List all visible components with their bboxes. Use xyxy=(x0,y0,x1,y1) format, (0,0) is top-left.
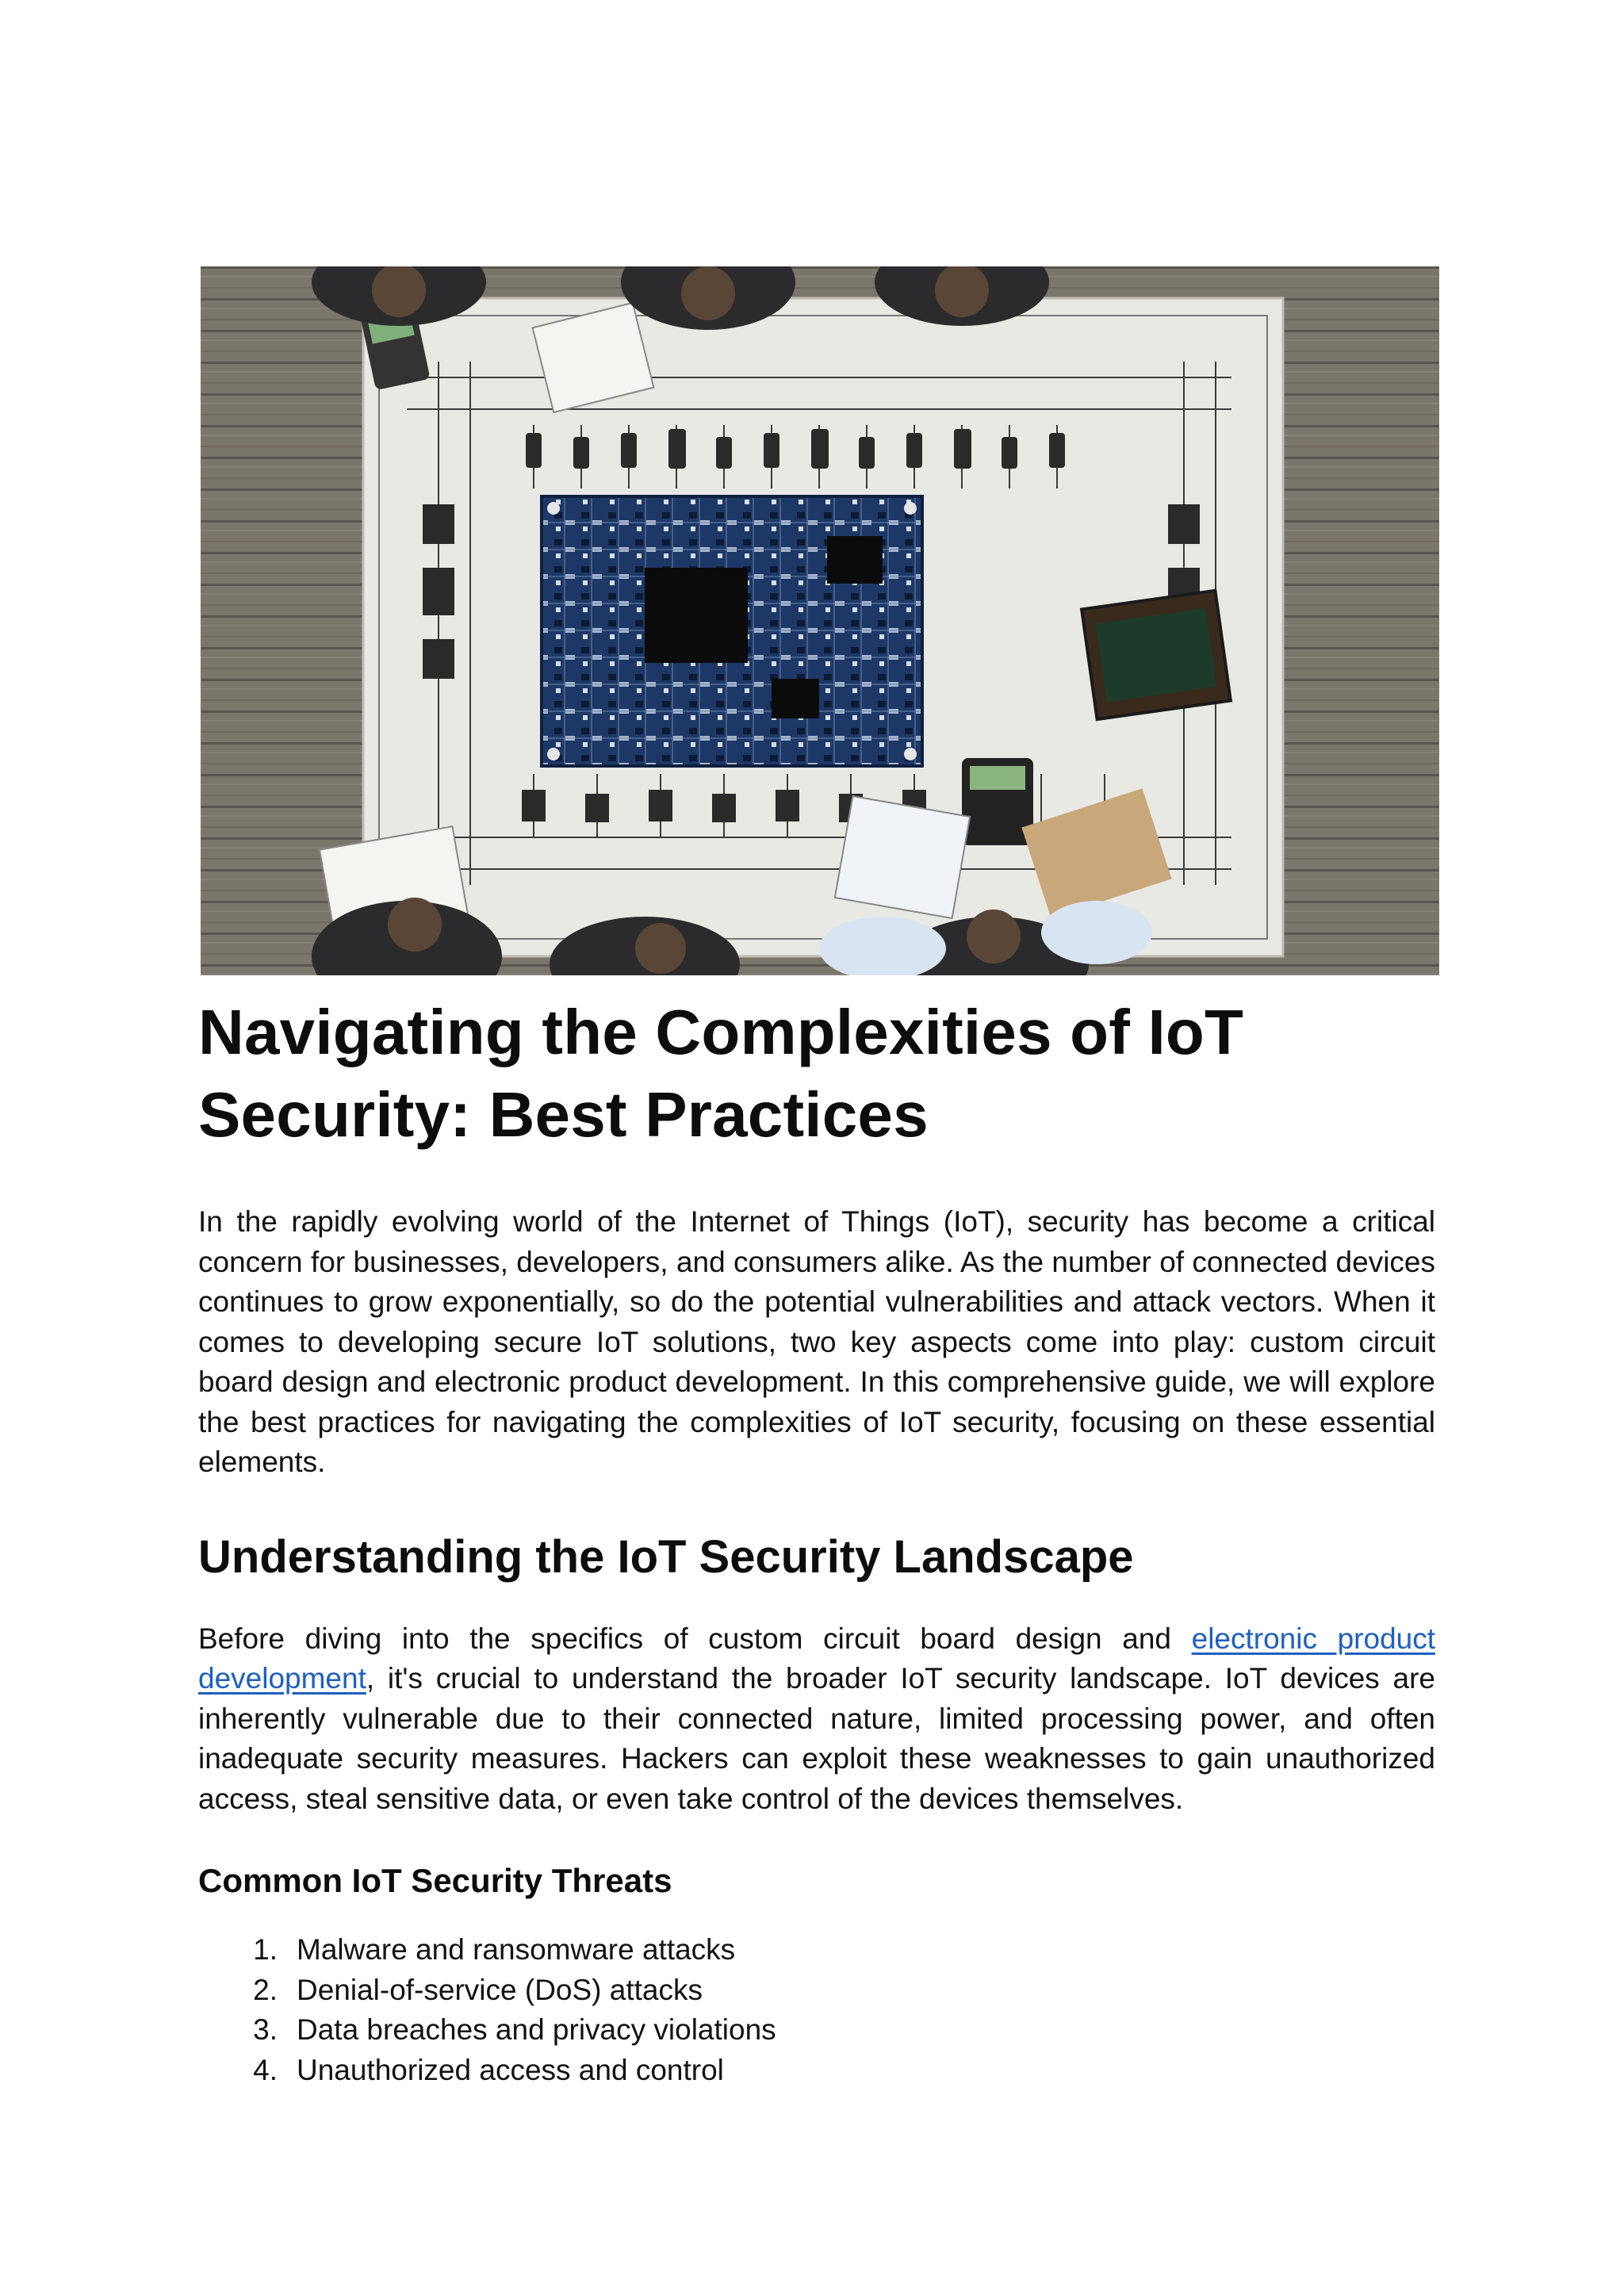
list-item xyxy=(198,1930,1435,1970)
list-item xyxy=(198,2051,1435,2091)
section-heading: Understanding the IoT Security Landscape xyxy=(198,1530,1134,1583)
threats-list xyxy=(198,1930,1435,2090)
list-item xyxy=(198,1970,1435,2011)
list-item-number: 1. xyxy=(253,1933,278,1966)
electronic-product-development-link[interactable]: electronic product development xyxy=(198,1622,1436,1695)
threats-heading: Common IoT Security Threats xyxy=(198,1862,672,1899)
hero-image xyxy=(201,266,1439,975)
list-item-text: Malware and ransomware attacks xyxy=(297,1933,736,1966)
landscape-text-after-link: , it's crucial to understand the broader IoT security landscape. IoT devices are inherently vulnerable due to their connected nature, limited processing power, and often inadequate security measures. Hackers can exploit these weaknesses to gain unauthorized access, steal sensitive data, or even take control of the devices themselves. xyxy=(198,1662,1435,1815)
list-item-text: Data breaches and privacy violations xyxy=(297,2013,776,2046)
list-item-text: Unauthorized access and control xyxy=(297,2053,724,2086)
article-content xyxy=(198,991,1435,2090)
list-item-number: 4. xyxy=(253,2053,278,2086)
intro-paragraph: In the rapidly evolving world of the Internet of Things (IoT), security has become a critical concern for businesses, developers, and consumers alike. As the number of connected devices continues to grow exponentially, so do the potential vulnerabilities and attack vectors. When it comes to developing secure IoT solutions, two key aspects come into play: custom circuit board design and electronic product development. In this comprehensive guide, we will explore the best practices for navigating the complexities of IoT security, focusing on these essential elements. xyxy=(198,1205,1435,1478)
landscape-text-before-link: Before diving into the specifics of custom circuit board design and xyxy=(198,1622,1192,1655)
landscape-paragraph xyxy=(198,1619,1435,1820)
list-item xyxy=(198,2010,1435,2051)
circuit-board-illustration-icon xyxy=(201,266,1439,975)
list-item-number: 3. xyxy=(253,2013,278,2046)
list-item-text: Denial-of-service (DoS) attacks xyxy=(297,1973,703,2006)
list-item-number: 2. xyxy=(253,1973,278,2006)
page-title: Navigating the Complexities of IoT Security: Best Practices xyxy=(198,997,1244,1150)
